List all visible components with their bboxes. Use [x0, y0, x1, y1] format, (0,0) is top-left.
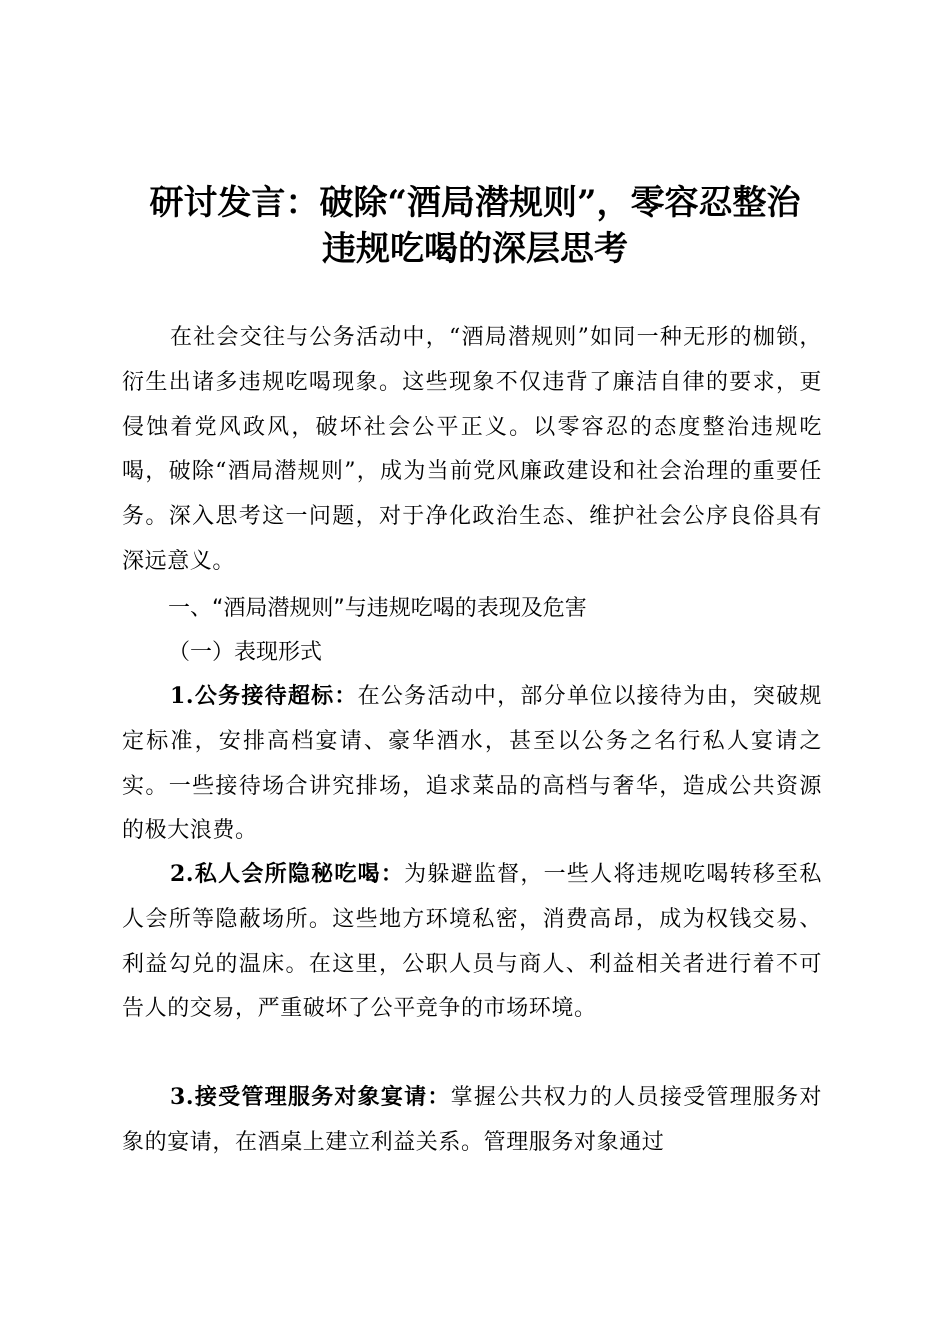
item-1-lead: 1.公务接待超标： [170, 683, 358, 709]
item-1 [122, 674, 822, 854]
section-heading: 一、“酒局潜规则”与违规吃喝的表现及危害 [168, 596, 587, 621]
item-2-lead: 2.私人会所隐秘吃喝： [170, 861, 405, 887]
item-3 [122, 1075, 822, 1166]
subsection-heading: （一）表现形式 [168, 640, 323, 665]
item-3-text: 掌握公共权力的人员接受管理服务对象的宴请，在酒桌上建立利益关系。管理服务对象通过 [122, 1085, 822, 1155]
item-2-paragraph [122, 852, 822, 1032]
title-line-2: 违规吃喝的深层思考 [322, 229, 628, 269]
item-1-paragraph [122, 674, 822, 854]
intro-paragraph: 在社会交往与公务活动中，“酒局潜规则”如同一种无形的枷锁，衍生出诸多违规吃喝现象。这些现象不仅违背了廉洁自律的要求，更侵蚀着党风政风，破坏社会公平正义。以零容忍的态度整治违规吃喝，破除“酒局潜规则”，成为当前党风廉政建设和社会治理的重要任务。深入思考这一问题，对于净化政治生态、维护社会公序良俗具有深远意义。 [122, 325, 822, 574]
item-2 [122, 852, 822, 1032]
intro-block [122, 316, 822, 585]
item-2-text: 为躲避监督，一些人将违规吃喝转移至私人会所等隐蔽场所。这些地方环境私密，消费高昂，成为权钱交易、利益勾兑的温床。在这里，公职人员与商人、利益相关者进行着不可告人的交易，严重破坏了公平竞争的市场环境。 [122, 862, 822, 1022]
item-1-text: 在公务活动中，部分单位以接待为由，突破规定标准，安排高档宴请、豪华酒水，甚至以公务之名行私人宴请之实。一些接待场合讲究排场，追求菜品的高档与奢华，造成公共资源的极大浪费。 [122, 684, 822, 844]
item-3-paragraph [122, 1075, 822, 1166]
title-line-1: 研讨发言：破除“酒局潜规则”，零容忍整治 [149, 183, 801, 223]
item-3-lead: 3.接受管理服务对象宴请： [170, 1084, 451, 1110]
document-title [110, 180, 840, 272]
